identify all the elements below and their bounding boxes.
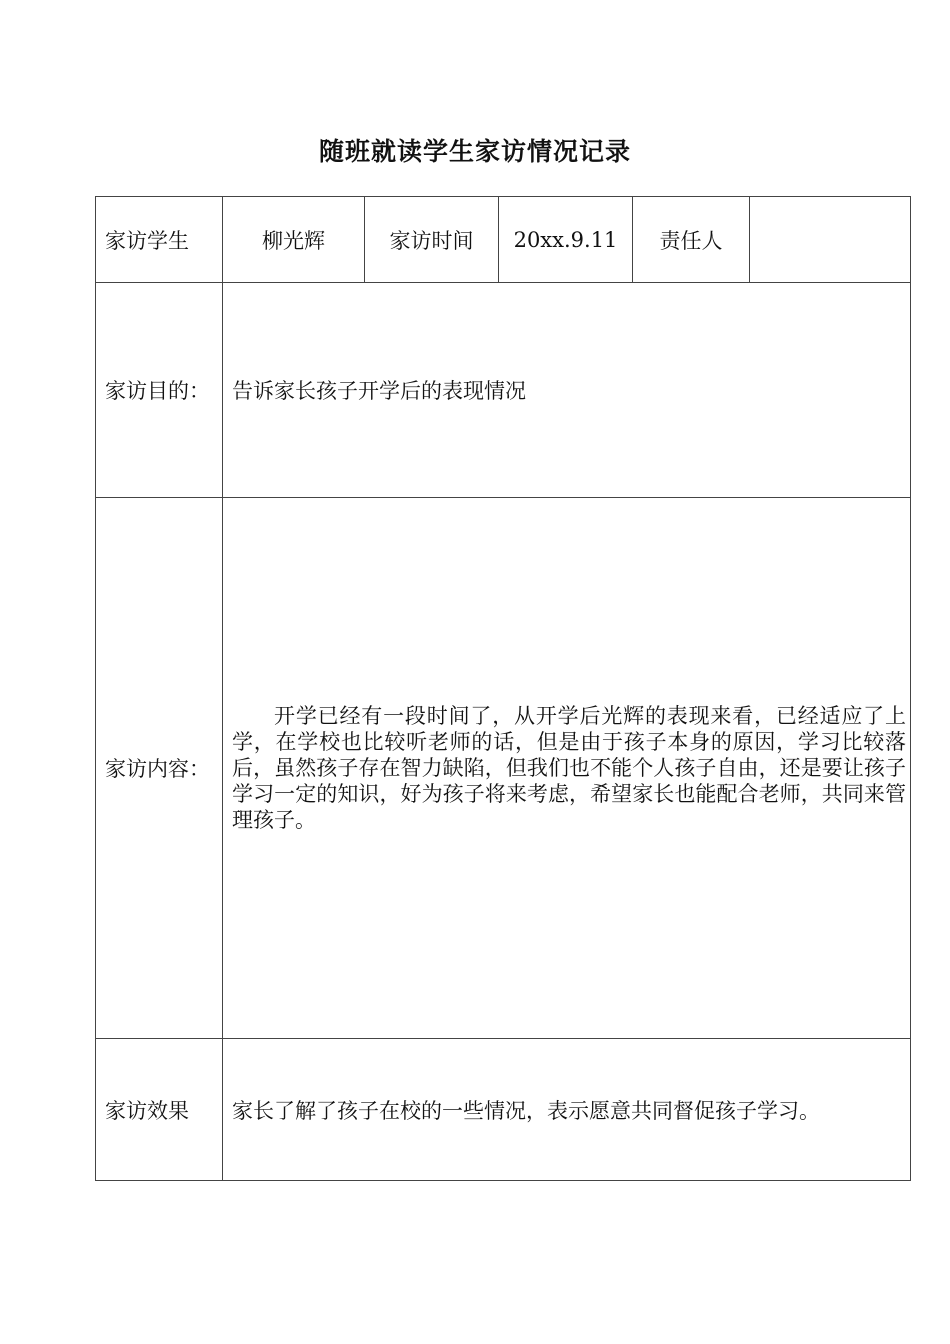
effect-row: [96, 1039, 911, 1181]
purpose-label: 家访目的：: [96, 283, 223, 498]
content-text: 开学已经有一段时间了，从开学后光辉的表现来看，已经适应了上学，在学校也比较听老师的话，但是由于孩子本身的原因，学习比较落后，虽然孩子存在智力缺陷，但我们也不能个人孩子自由，还是要让孩子学习一定的知识，好为孩子将来考虑，希望家长也能配合老师，共同来管理孩子。: [223, 498, 911, 1039]
effect-label: 家访效果: [96, 1039, 223, 1181]
content-row: [96, 498, 911, 1039]
purpose-text: 告诉家长孩子开学后的表现情况: [223, 283, 911, 498]
visit-time-label: 家访时间: [365, 197, 499, 283]
home-visit-record-table: [95, 196, 911, 1181]
student-label: 家访学生: [96, 197, 223, 283]
student-name: 柳光辉: [223, 197, 365, 283]
visit-time-value: 20xx.9.11: [499, 197, 633, 283]
responsible-label: 责任人: [633, 197, 750, 283]
responsible-value: [750, 197, 911, 283]
header-row: [96, 197, 911, 283]
effect-text: 家长了解了孩子在校的一些情况，表示愿意共同督促孩子学习。: [223, 1039, 911, 1181]
purpose-row: [96, 283, 911, 498]
content-label: 家访内容：: [96, 498, 223, 1039]
document-title: 随班就读学生家访情况记录: [318, 137, 631, 166]
